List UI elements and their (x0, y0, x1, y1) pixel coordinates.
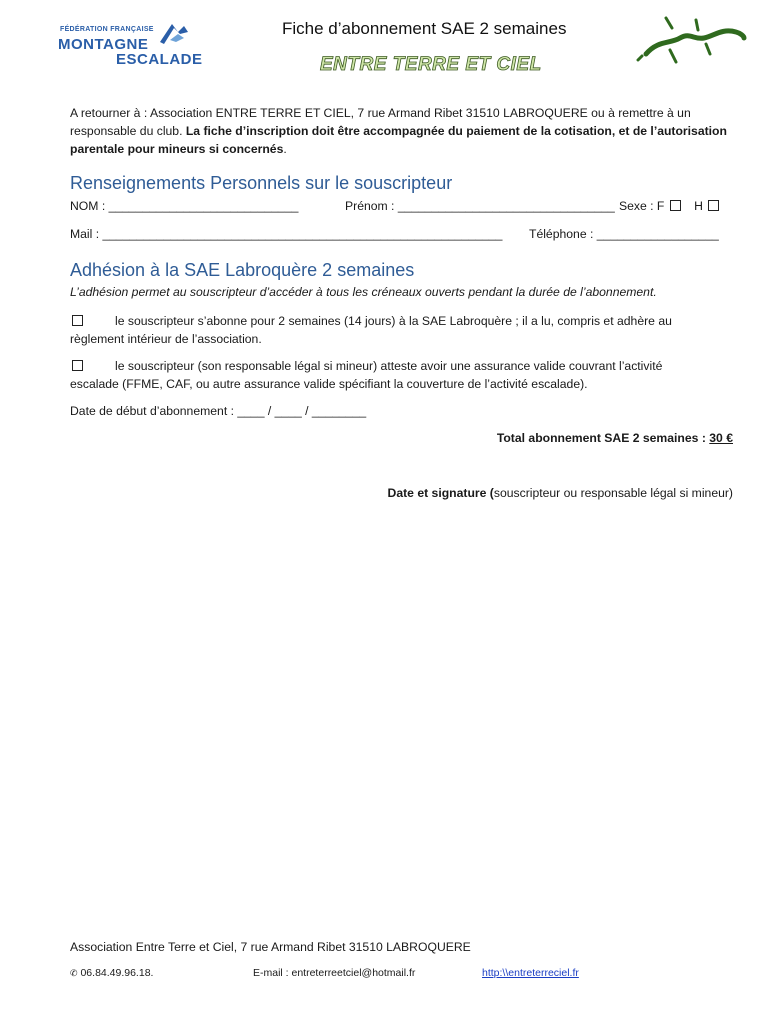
phone-icon: ✆ (70, 968, 78, 978)
logo-small-text: FÉDÉRATION FRANÇAISE (60, 26, 154, 33)
logo-line1: MONTAGNE (58, 36, 149, 53)
sexe-label: Sexe : F (619, 199, 665, 213)
nom-field[interactable]: NOM : ____________________________ (70, 199, 299, 213)
sexe-field (619, 199, 719, 213)
footer-address: Association Entre Terre et Ciel, 7 rue Armand Ribet 31510 LABROQUERE (70, 940, 471, 954)
page-title: Fiche d’abonnement SAE 2 semaines (282, 19, 567, 38)
h-label: H (694, 199, 703, 213)
insurance-line2: escalade (FFME, CAF, ou autre assurance valide spécifiant la couverture de l’activité escalade). (70, 377, 588, 391)
total-label: Total abonnement SAE 2 semaines : (496, 431, 710, 445)
adhesion-subtitle: L’adhésion permet au souscripteur d’accéder à tous les créneaux ouverts pendant la durée de l’abonnement. (70, 285, 657, 299)
start-date-field[interactable]: Date de début d’abonnement : ____ / ____ / ________ (70, 404, 367, 418)
intro-end: . (283, 142, 287, 156)
section-heading-personal: Renseignements Personnels sur le souscripteur (70, 173, 453, 193)
logo-line2: ESCALADE (116, 51, 203, 68)
club-name: ENTRE TERRE ET CIEL (320, 54, 542, 75)
insurance-line1: le souscripteur (son responsable légal si mineur) atteste avoir une assurance valide couvrant l’activité (115, 359, 663, 373)
lizard-logo-icon (636, 10, 748, 68)
subscription-text (70, 312, 740, 348)
checkbox-f[interactable] (670, 200, 681, 211)
section-heading-adhesion: Adhésion à la SAE Labroquère 2 semaines (70, 260, 415, 280)
mountain-icon (158, 20, 190, 50)
total-value: 30 € (709, 431, 733, 445)
mail-field[interactable]: Mail : ___________________________________________________________ (70, 227, 503, 241)
intro-bold: La fiche d’inscription doit être accompagnée du paiement de la cotisation, et de l’autorisation parentale pour mineurs si concernés (70, 124, 727, 156)
footer-email[interactable]: E-mail : entreterreetciel@hotmail.fr (253, 967, 416, 979)
telephone-field[interactable]: Téléphone : __________________ (529, 227, 719, 241)
footer-website-link[interactable]: http:\\entreterreciel.fr (482, 967, 579, 979)
subscription-line2: règlement intérieur de l’association. (70, 332, 262, 346)
subscription-line1: le souscripteur s’abonne pour 2 semaines (14 jours) à la SAE Labroquère ; il a lu, compris et adhère au (115, 314, 672, 328)
prenom-field[interactable]: Prénom : ________________________________ (345, 199, 615, 213)
ffme-logo (58, 20, 218, 70)
signature-bold: Date et signature ( (387, 486, 494, 500)
footer-phone (70, 967, 153, 979)
checkbox-h[interactable] (708, 200, 719, 211)
intro-paragraph (70, 104, 740, 158)
footer-phone-number: 06.84.49.96.18. (80, 967, 154, 979)
signature-line (388, 486, 733, 500)
total-line (497, 431, 733, 445)
insurance-text (70, 357, 740, 393)
signature-plain: souscripteur ou responsable légal si mineur) (493, 486, 733, 500)
intro-plain: A retourner à : Association ENTRE TERRE ET CIEL, 7 rue Armand Ribet 31510 LABROQUERE ou à remettre à un responsable du club. (70, 106, 691, 138)
